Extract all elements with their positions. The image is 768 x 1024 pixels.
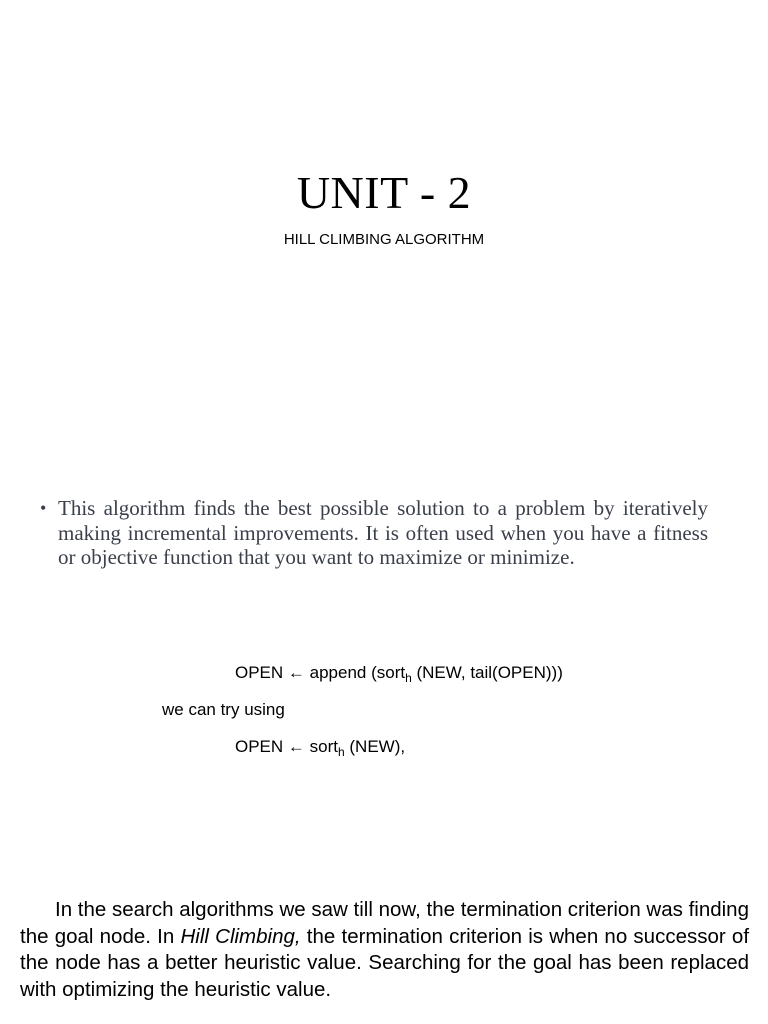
formula-append-suffix: (NEW, tail(OPEN))) xyxy=(411,663,563,682)
formula-sort-subscript: h xyxy=(337,745,345,759)
formula-intro-text: we can try using xyxy=(162,700,285,719)
page-title: UNIT - 2 xyxy=(296,167,472,218)
formula-append-subscript: h xyxy=(405,671,412,685)
formula-sort xyxy=(235,736,405,758)
termination-paragraph xyxy=(20,897,749,1003)
bullet-text: This algorithm finds the best possible solution to a problem by iteratively making incremental improvements. It is often used when you have a fitness or objective function that you want to maximize or minimize. xyxy=(58,496,708,569)
bullet-item xyxy=(40,496,708,570)
page-subtitle: HILL CLIMBING ALGORITHM xyxy=(283,231,485,248)
formula-sort-suffix: (NEW), xyxy=(344,737,406,756)
paragraph-italic-term: Hill Climbing, xyxy=(180,924,301,948)
formula-sort-prefix: OPEN ← sort xyxy=(235,737,338,756)
paragraph-part-2: the termination criterion is when no successor of the node has a better heuristic value. Searching for the goal has been replaced with optimizing the heuristic value. xyxy=(20,924,750,1001)
formula-append-prefix: OPEN ← append (sort xyxy=(235,663,406,682)
formula-append xyxy=(235,662,563,684)
bullet-marker: • xyxy=(40,498,47,518)
paragraph-part-1: In the search algorithms we saw till now, the termination criterion was finding the goal node. In xyxy=(20,898,749,948)
